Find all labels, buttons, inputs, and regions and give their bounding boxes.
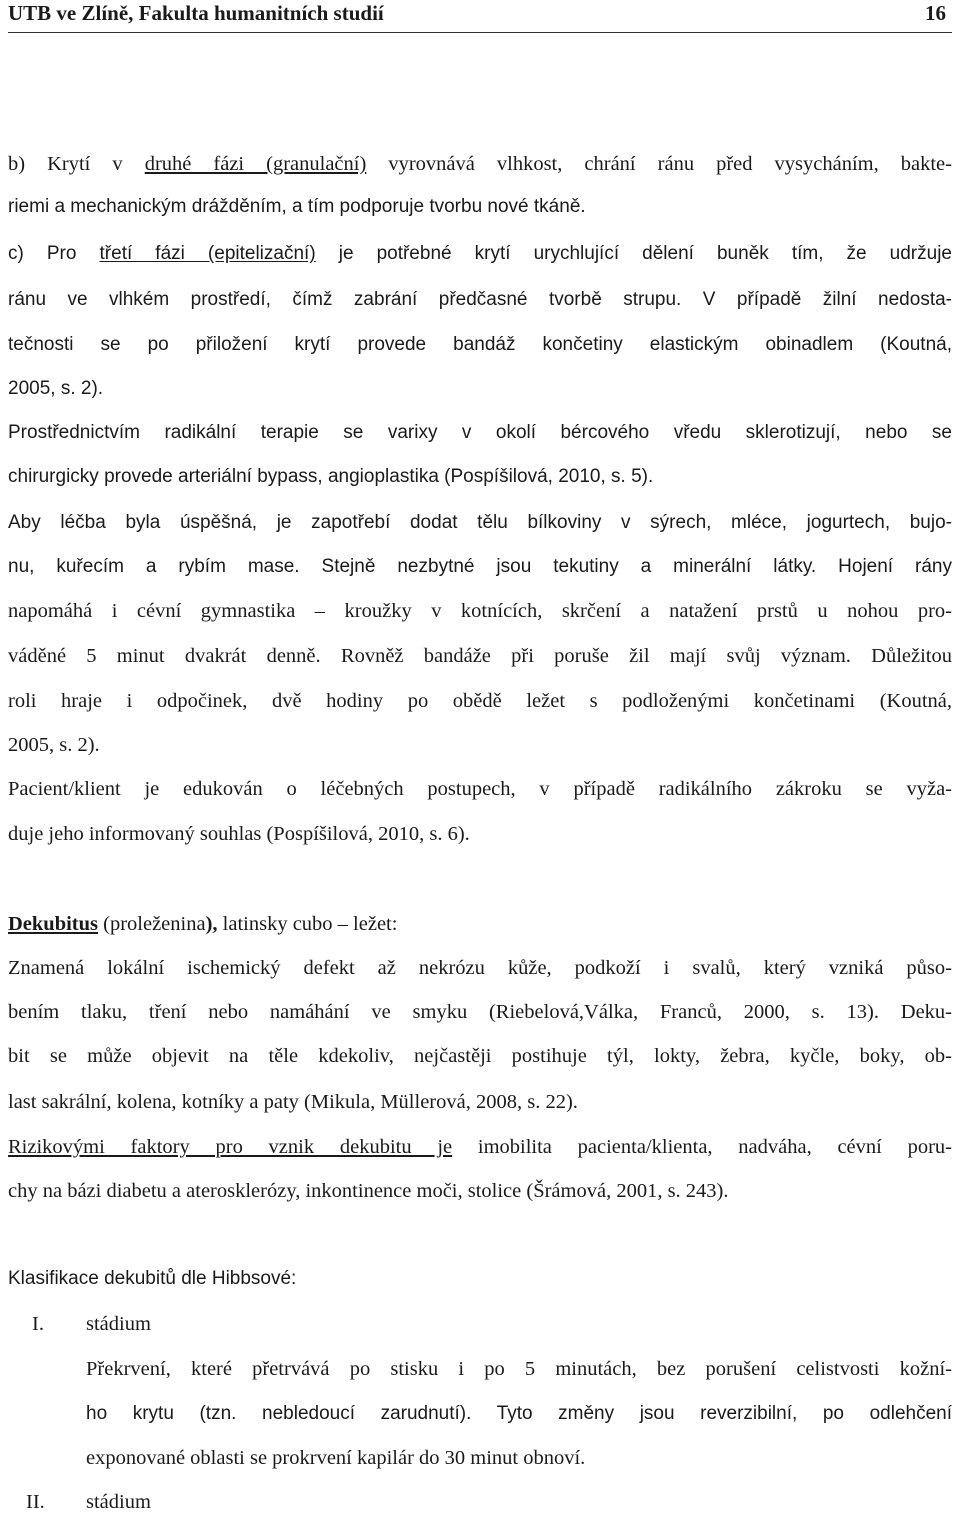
- text-line: Aby léčba byla úspěšná, je zapotřebí dodat tělu bílkoviny v sýrech, mléce, jogurtech, bujo-: [8, 512, 952, 533]
- stage-number: II.: [26, 1491, 45, 1513]
- text-span: ),: [205, 913, 218, 935]
- text-line: [8, 1133, 952, 1161]
- header-title: UTB ve Zlíně, Fakulta humanitních studií: [8, 1, 384, 25]
- text-span: imobilita pacienta/klienta, nadváha, cévní poru-: [452, 1136, 952, 1158]
- underlined-term: Rizikovými faktory pro vznik dekubitu je: [8, 1136, 453, 1158]
- text-line: chirurgicky provede arteriální bypass, angioplastika (Pospíšilová, 2010, s. 5).: [8, 466, 654, 487]
- text-line: Prostřednictvím radikální terapie se varixy v okolí bércového vředu sklerotizují, nebo se: [8, 422, 952, 443]
- stage-label: stádium: [86, 1491, 151, 1513]
- page-header: [8, 0, 952, 33]
- text-line: roli hraje i odpočinek, dvě hodiny po obědě ležet s podloženými končetinami (Koutná,: [8, 690, 952, 712]
- text-span: b) Krytí v: [8, 153, 145, 175]
- list-heading: Klasifikace dekubitů dle Hibbsové:: [8, 1268, 297, 1289]
- text-line: Překrvení, které přetrvává po stisku i po 5 minutách, bez porušení celistvosti kožní-: [86, 1358, 952, 1380]
- text-span: vyrovnává vlhkost, chrání ránu před vysycháním, bakte-: [366, 153, 952, 175]
- text-line: riemi a mechanickým drážděním, a tím podporuje tvorbu nové tkáně.: [8, 196, 586, 217]
- text-line: last sakrální, kolena, kotníky a paty (Mikula, Müllerová, 2008, s. 22).: [8, 1091, 578, 1113]
- text-line: duje jeho informovaný souhlas (Pospíšilová, 2010, s. 6).: [8, 823, 470, 845]
- text-line: exponované oblasti se prokrvení kapilár do 30 minut obnoví.: [86, 1447, 586, 1469]
- text-line: chy na bázi diabetu a aterosklerózy, inkontinence moči, stolice (Šrámová, 2001, s. 243).: [8, 1180, 729, 1202]
- underlined-term: třetí fázi (epitelizační): [99, 243, 316, 264]
- text-line: Pacient/klient je edukován o léčebných postupech, v případě radikálního zákroku se vyža-: [8, 778, 952, 800]
- underlined-term: druhé fázi (granulační): [144, 153, 367, 175]
- heading-term: Dekubitus: [8, 913, 99, 935]
- text-line: [8, 286, 952, 314]
- text-span: latinsky cubo – ležet:: [217, 913, 398, 935]
- text-line: bit se může objevit na těle kdekoliv, nejčastěji postihuje týl, lokty, žebra, kyčle, boky, ob-: [8, 1045, 952, 1067]
- section-heading: [8, 910, 952, 938]
- text-span: c) Pro: [8, 243, 100, 264]
- text-span: Tyto změny jsou reverzibilní, po odlehčení: [471, 1403, 952, 1424]
- text-line: váděné 5 minut dvakrát denně. Rovněž bandáže při poruše žil mají svůj význam. Důležitou: [8, 645, 952, 667]
- text-line: [86, 1400, 952, 1428]
- text-line: tečnosti se po přiložení krytí provede bandáž končetiny elastickým obinadlem (Koutná,: [8, 334, 952, 355]
- text-line: [8, 150, 952, 178]
- text-span: ránu ve vlhkém prostředí, čímž zabrání předčasné tvorbě strupu.: [8, 289, 682, 310]
- text-line: 2005, s. 2).: [8, 378, 104, 399]
- page-number: 16: [925, 1, 946, 25]
- text-line: 2005, s. 2).: [8, 734, 100, 756]
- text-line: [8, 240, 952, 268]
- text-span: (proleženina: [98, 913, 206, 935]
- text-span: ho krytu (tzn. nebledoucí zarudnutí).: [86, 1403, 472, 1424]
- text-line: nu, kuřecím a rybím mase. Stejně nezbytné jsou tekutiny a minerální látky. Hojení rány: [8, 556, 952, 577]
- text-span: V případě žilní nedosta-: [681, 289, 952, 310]
- stage-number: I.: [32, 1313, 44, 1335]
- text-line: bením tlaku, tření nebo namáhání ve smyku (Riebelová,Válka, Franců, 2000, s. 13). Deku-: [8, 1001, 952, 1023]
- text-line: napomáhá i cévní gymnastika – kroužky v kotnících, skrčení a natažení prstů u nohou pro-: [8, 600, 952, 622]
- stage-label: stádium: [86, 1313, 151, 1335]
- text-span: je potřebné krytí urychlující dělení buněk tím, že udržuje: [315, 243, 952, 264]
- text-line: Znamená lokální ischemický defekt až nekrózu kůže, podkoží i svalů, který vzniká půso-: [8, 957, 952, 979]
